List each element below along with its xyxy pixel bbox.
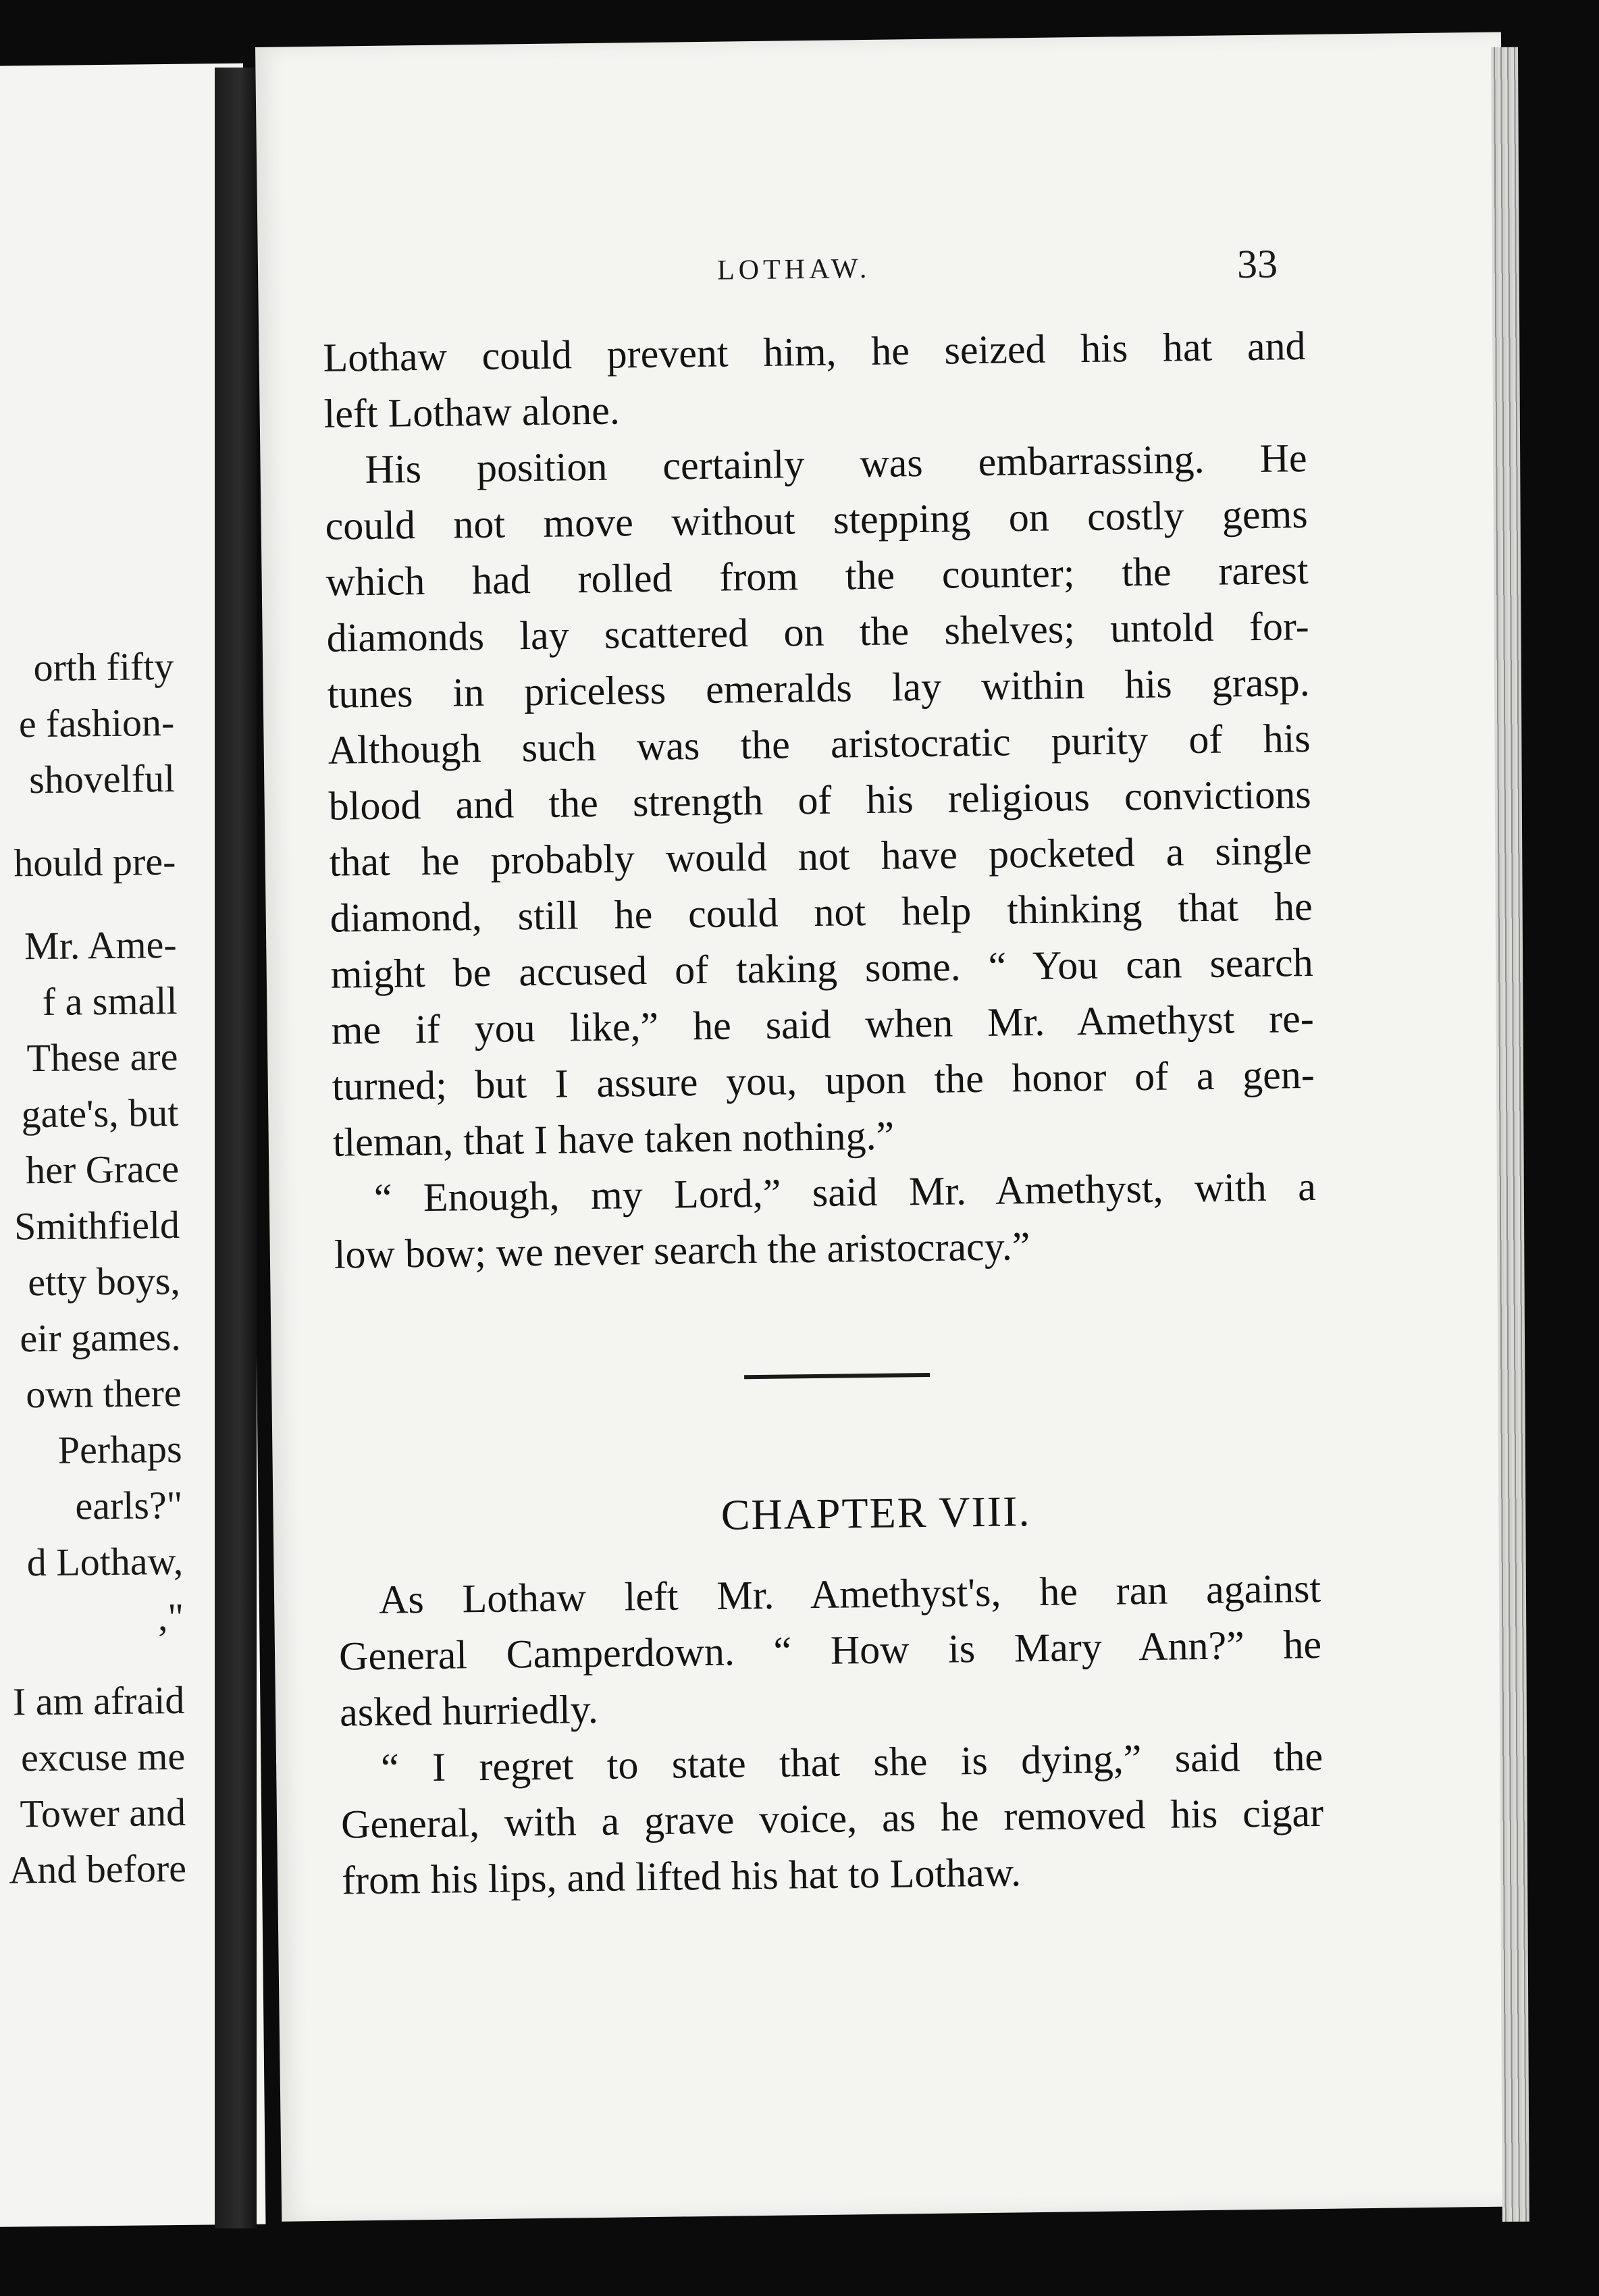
text-line: General Camperdown. “ How is Mary Ann?” he <box>338 1621 1322 1679</box>
body-text-top <box>323 318 1317 1283</box>
text-line: diamonds lay scattered on the shelves; untold for- <box>326 604 1309 660</box>
left-line: Mr. Ame- <box>24 922 177 968</box>
text-line: tleman, that I have taken nothing.” <box>332 1113 895 1165</box>
text-line: might be accused of taking some. “ You can search <box>330 939 1314 997</box>
left-line: gate's, but <box>21 1090 179 1137</box>
left-page-text <box>0 638 186 1898</box>
page-number: 33 <box>1236 241 1278 287</box>
left-line: And before <box>9 1846 187 1892</box>
left-line: orth fifty <box>33 644 174 690</box>
text-line: diamond, still he could not help thinking that he <box>330 883 1313 941</box>
text-line: Although such was the aristocratic purity of his <box>327 715 1311 773</box>
text-line: As Lothaw left Mr. Amethyst's, he ran against <box>378 1565 1321 1622</box>
left-line: e fashion- <box>18 700 175 746</box>
text-line: asked hurriedly. <box>339 1686 599 1735</box>
left-line: own there <box>25 1370 182 1417</box>
left-line: her Grace <box>25 1146 180 1193</box>
left-line: earls?" <box>75 1482 183 1528</box>
section-divider <box>744 1373 930 1379</box>
text-line: General, with a grave voice, as he removed his cigar <box>340 1790 1324 1847</box>
left-line: shovelful <box>28 756 176 802</box>
left-gap <box>0 1645 184 1674</box>
left-line: Smithfield <box>14 1202 180 1249</box>
text-line: left Lothaw alone. <box>323 388 621 436</box>
text-line: me if you like,” he said when Mr. Amethyst re- <box>331 995 1315 1053</box>
left-line: hould pre- <box>14 839 176 885</box>
left-gap <box>0 889 176 918</box>
text-line: which had rolled from the counter; the rarest <box>325 548 1309 604</box>
left-line: ," <box>157 1594 184 1640</box>
left-line: eir games. <box>20 1314 182 1361</box>
left-gap <box>0 806 176 835</box>
book-gutter <box>215 68 257 2228</box>
text-line: tunes in priceless emeralds lay within his grasp. <box>327 659 1311 716</box>
text-line: low bow; we never search the aristocracy.” <box>334 1224 1030 1277</box>
left-line: These are <box>26 1034 178 1080</box>
running-title: LOTHAW. <box>716 253 871 286</box>
text-line: could not move without stepping on costly gems <box>325 492 1308 548</box>
left-line: excuse me <box>20 1733 186 1780</box>
text-line: “ Enough, my Lord,” said Mr. Amethyst, with a <box>373 1164 1317 1220</box>
body-text-bottom <box>338 1561 1325 1909</box>
text-line: Lothaw could prevent him, he seized his hat and <box>323 323 1306 380</box>
left-line: d Lothaw, <box>26 1538 184 1585</box>
text-line: that he probably would not have pocketed a single <box>329 827 1313 885</box>
left-line: f a small <box>42 978 178 1024</box>
text-line: His position certainly was embarrassing. He <box>365 436 1307 492</box>
left-line: Perhaps <box>57 1426 182 1472</box>
left-line: I am afraid <box>12 1677 185 1724</box>
chapter-heading: CHAPTER VIII. <box>720 1487 1031 1539</box>
text-line: blood and the strength of his religious convictions <box>328 771 1312 829</box>
left-line: Tower and <box>20 1790 186 1836</box>
text-line: from his lips, and lifted his hat to Lothaw. <box>341 1850 1022 1903</box>
left-line: etty boys, <box>27 1258 181 1305</box>
right-page <box>255 32 1527 2221</box>
running-head <box>258 238 1504 307</box>
text-line: turned; but I assure you, upon the honor of a gen- <box>332 1051 1315 1109</box>
text-line: “ I regret to state that she is dying,” said the <box>380 1733 1323 1790</box>
